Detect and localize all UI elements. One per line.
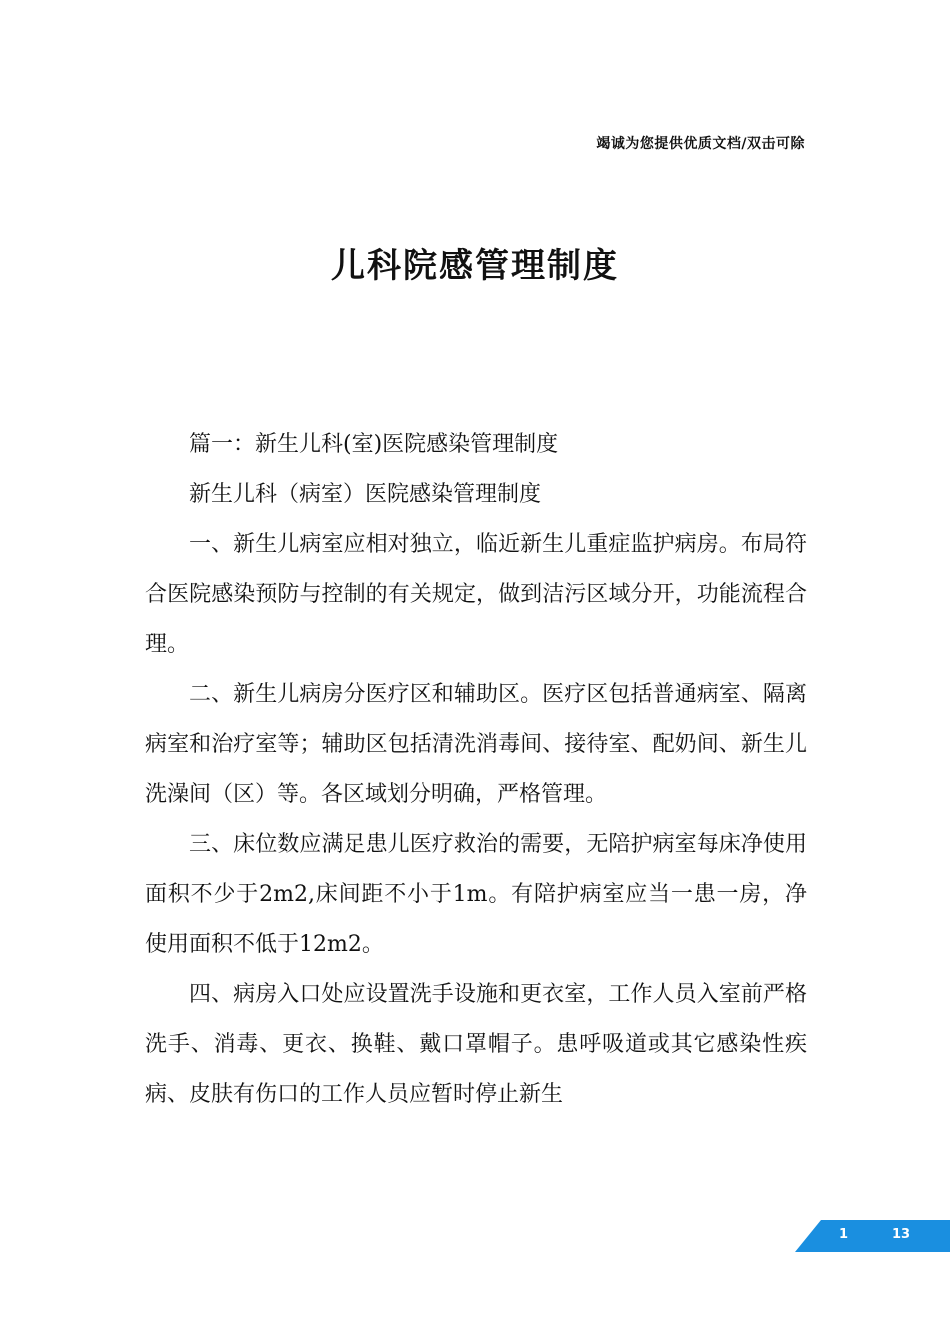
paragraph-rule-4: 四、病房入口处应设置洗手设施和更衣室，工作人员入室前严格洗手、消毒、更衣、换鞋、戴口罩帽子。患呼吸道或其它感染性疾病、皮肤有伤口的工作人员应暂时停止新生 (145, 982, 807, 1107)
header-note: 竭诚为您提供优质文档/双击可除 (596, 136, 805, 152)
total-page-count: 13 (892, 1227, 911, 1242)
paragraph-rule-2: 二、新生儿病房分医疗区和辅助区。医疗区包括普通病室、隔离病室和治疗室等；辅助区包括清洗消毒间、接待室、配奶间、新生儿洗澡间（区）等。各区域划分明确，严格管理。 (145, 682, 807, 807)
paragraph-section-heading: 篇一：新生儿科(室)医院感染管理制度 (189, 432, 559, 457)
paragraph-rule-3: 三、床位数应满足患儿医疗救治的需要，无陪护病室每床净使用面积不少于2m2,床间距不小于1m。有陪护病室应当一患一房，净使用面积不低于12m2。 (145, 832, 807, 957)
document-title: 儿科院感管理制度 (331, 246, 619, 286)
page-number-badge (795, 1220, 950, 1252)
paragraph-rule-1: 一、新生儿病室应相对独立，临近新生儿重症监护病房。布局符合医院感染预防与控制的有关规定，做到洁污区域分开，功能流程合理。 (145, 532, 807, 657)
document-body (145, 420, 807, 1120)
paragraph-subtitle: 新生儿科（病室）医院感染管理制度 (189, 482, 542, 507)
current-page-number: 1 (839, 1227, 849, 1242)
